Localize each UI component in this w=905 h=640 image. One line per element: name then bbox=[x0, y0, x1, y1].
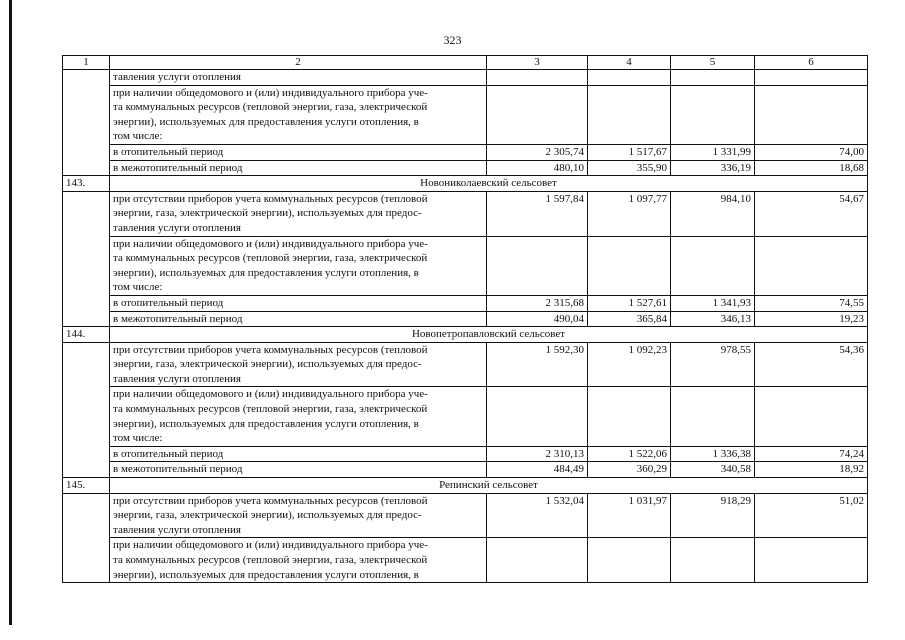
row-description bbox=[110, 462, 487, 478]
description-line: в межотопительный период bbox=[113, 463, 243, 476]
region-row bbox=[63, 176, 868, 192]
table-row bbox=[63, 342, 868, 387]
row-index-cell bbox=[63, 462, 110, 478]
region-row bbox=[63, 478, 868, 494]
value-cell: 340,58 bbox=[671, 462, 755, 478]
value-cell: 978,55 bbox=[671, 342, 755, 387]
value-cell: 19,23 bbox=[755, 311, 868, 327]
description-line: при отсутствии приборов учета коммунальных ресурсов (тепловой bbox=[113, 343, 428, 356]
value-cell: 1 527,61 bbox=[588, 295, 671, 311]
table-row bbox=[63, 462, 868, 478]
description-line: в межотопительный период bbox=[113, 312, 243, 325]
value-cell: 336,19 bbox=[671, 160, 755, 176]
description-line: том числе: bbox=[113, 432, 163, 445]
description-line: при отсутствии приборов учета коммунальных ресурсов (тепловой bbox=[113, 494, 428, 507]
page-number: 323 bbox=[443, 33, 462, 47]
value-cell bbox=[487, 85, 588, 144]
value-cell: 1 341,93 bbox=[671, 295, 755, 311]
table-row bbox=[63, 144, 868, 160]
value-cell: 1 532,04 bbox=[487, 493, 588, 538]
table-row bbox=[63, 387, 868, 446]
description-line: энергии), используемых для предоставления услуги отопления, в bbox=[113, 115, 419, 128]
value-cell bbox=[487, 538, 588, 583]
column-header: 3 bbox=[487, 56, 588, 70]
row-description bbox=[110, 493, 487, 538]
table-header-row bbox=[63, 56, 868, 70]
region-name: Новопетропавловский сельсовет bbox=[110, 327, 868, 343]
value-cell: 984,10 bbox=[671, 191, 755, 236]
description-line: та коммунальных ресурсов (тепловой энергии, газа, электрической bbox=[113, 101, 428, 114]
row-description bbox=[110, 342, 487, 387]
row-index-cell bbox=[63, 446, 110, 462]
value-cell bbox=[671, 70, 755, 86]
value-cell bbox=[487, 387, 588, 446]
value-cell: 2 305,74 bbox=[487, 144, 588, 160]
value-cell bbox=[588, 387, 671, 446]
value-cell: 1 331,99 bbox=[671, 144, 755, 160]
description-line: в отопительный период bbox=[113, 447, 224, 460]
table-row bbox=[63, 446, 868, 462]
description-line: энергии), используемых для предоставления услуги отопления, в bbox=[113, 568, 419, 581]
description-line: том числе: bbox=[113, 281, 163, 294]
value-cell bbox=[755, 85, 868, 144]
table-row bbox=[63, 160, 868, 176]
value-cell bbox=[671, 85, 755, 144]
value-cell bbox=[755, 70, 868, 86]
description-line: при наличии общедомового и (или) индивидуального прибора уче- bbox=[113, 237, 428, 250]
value-cell: 1 517,67 bbox=[588, 144, 671, 160]
value-cell: 346,13 bbox=[671, 311, 755, 327]
row-description bbox=[110, 144, 487, 160]
description-line: при наличии общедомового и (или) индивидуального прибора уче- bbox=[113, 539, 428, 552]
table-row bbox=[63, 236, 868, 295]
description-line: в отопительный период bbox=[113, 145, 224, 158]
value-cell: 1 092,23 bbox=[588, 342, 671, 387]
description-line: при наличии общедомового и (или) индивидуального прибора уче- bbox=[113, 86, 428, 99]
value-cell: 74,24 bbox=[755, 446, 868, 462]
value-cell bbox=[671, 236, 755, 295]
row-description bbox=[110, 85, 487, 144]
value-cell bbox=[487, 70, 588, 86]
value-cell bbox=[588, 538, 671, 583]
description-line: энергии), используемых для предоставления услуги отопления, в bbox=[113, 266, 419, 279]
row-index-cell bbox=[63, 70, 110, 86]
region-row bbox=[63, 327, 868, 343]
row-description bbox=[110, 295, 487, 311]
row-index: 144. bbox=[63, 327, 110, 343]
description-line: в межотопительный период bbox=[113, 161, 243, 174]
description-line: та коммунальных ресурсов (тепловой энергии, газа, электрической bbox=[113, 252, 428, 265]
value-cell: 1 336,38 bbox=[671, 446, 755, 462]
scan-left-edge bbox=[9, 0, 12, 625]
description-line: энергии, газа, электрической энергии), используемых для предос- bbox=[113, 509, 422, 522]
value-cell: 2 310,13 bbox=[487, 446, 588, 462]
description-line: тавления услуги отопления bbox=[113, 523, 241, 536]
row-description bbox=[110, 70, 487, 86]
value-cell bbox=[588, 85, 671, 144]
row-index-cell bbox=[63, 538, 110, 583]
value-cell bbox=[755, 236, 868, 295]
value-cell: 1 097,77 bbox=[588, 191, 671, 236]
value-cell: 74,00 bbox=[755, 144, 868, 160]
table-row bbox=[63, 70, 868, 86]
table-row bbox=[63, 295, 868, 311]
row-description bbox=[110, 191, 487, 236]
value-cell: 2 315,68 bbox=[487, 295, 588, 311]
value-cell bbox=[671, 387, 755, 446]
description-line: тавления услуги отопления bbox=[113, 71, 241, 83]
row-description bbox=[110, 236, 487, 295]
table-row bbox=[63, 311, 868, 327]
table-row bbox=[63, 538, 868, 583]
column-header: 4 bbox=[588, 56, 671, 70]
description-line: тавления услуги отопления bbox=[113, 372, 241, 385]
value-cell bbox=[755, 538, 868, 583]
row-index-cell bbox=[63, 311, 110, 327]
row-description bbox=[110, 311, 487, 327]
row-index-cell bbox=[63, 236, 110, 295]
row-index-cell bbox=[63, 144, 110, 160]
description-line: том числе: bbox=[113, 130, 163, 143]
value-cell: 74,55 bbox=[755, 295, 868, 311]
value-cell bbox=[755, 387, 868, 446]
value-cell: 18,92 bbox=[755, 462, 868, 478]
value-cell: 480,10 bbox=[487, 160, 588, 176]
column-header: 1 bbox=[63, 56, 110, 70]
value-cell: 360,29 bbox=[588, 462, 671, 478]
row-index-cell bbox=[63, 493, 110, 538]
value-cell bbox=[588, 70, 671, 86]
column-header: 5 bbox=[671, 56, 755, 70]
description-line: та коммунальных ресурсов (тепловой энергии, газа, электрической bbox=[113, 554, 428, 566]
row-index-cell bbox=[63, 191, 110, 236]
description-line: в отопительный период bbox=[113, 296, 224, 309]
value-cell: 1 597,84 bbox=[487, 191, 588, 236]
region-name: Репинский сельсовет bbox=[110, 478, 868, 494]
description-line: энергии), используемых для предоставления услуги отопления, в bbox=[113, 417, 419, 430]
description-line: энергии, газа, электрической энергии), используемых для предос- bbox=[113, 358, 422, 371]
column-header: 6 bbox=[755, 56, 868, 70]
row-description bbox=[110, 446, 487, 462]
value-cell: 484,49 bbox=[487, 462, 588, 478]
value-cell: 1 031,97 bbox=[588, 493, 671, 538]
column-header: 2 bbox=[110, 56, 487, 70]
row-description bbox=[110, 160, 487, 176]
row-index: 145. bbox=[63, 478, 110, 494]
row-index-cell bbox=[63, 160, 110, 176]
value-cell bbox=[671, 538, 755, 583]
row-description bbox=[110, 538, 487, 583]
table-row bbox=[63, 85, 868, 144]
value-cell: 355,90 bbox=[588, 160, 671, 176]
value-cell: 51,02 bbox=[755, 493, 868, 538]
table-row bbox=[63, 191, 868, 236]
value-cell bbox=[487, 236, 588, 295]
description-line: та коммунальных ресурсов (тепловой энергии, газа, электрической bbox=[113, 403, 428, 416]
value-cell: 918,29 bbox=[671, 493, 755, 538]
table-row bbox=[63, 493, 868, 538]
row-description bbox=[110, 387, 487, 446]
row-index-cell bbox=[63, 295, 110, 311]
region-name: Новониколаевский сельсовет bbox=[110, 176, 868, 192]
value-cell: 1 592,30 bbox=[487, 342, 588, 387]
value-cell: 490,04 bbox=[487, 311, 588, 327]
value-cell: 54,67 bbox=[755, 191, 868, 236]
description-line: энергии, газа, электрической энергии), используемых для предос- bbox=[113, 207, 422, 220]
tariff-table bbox=[62, 55, 868, 583]
row-index-cell bbox=[63, 85, 110, 144]
description-line: при отсутствии приборов учета коммунальных ресурсов (тепловой bbox=[113, 192, 428, 205]
value-cell: 1 522,06 bbox=[588, 446, 671, 462]
row-index-cell bbox=[63, 342, 110, 387]
description-line: при наличии общедомового и (или) индивидуального прибора уче- bbox=[113, 388, 428, 401]
value-cell: 365,84 bbox=[588, 311, 671, 327]
row-index-cell bbox=[63, 387, 110, 446]
row-index: 143. bbox=[63, 176, 110, 192]
value-cell: 18,68 bbox=[755, 160, 868, 176]
description-line: тавления услуги отопления bbox=[113, 221, 241, 234]
value-cell: 54,36 bbox=[755, 342, 868, 387]
value-cell bbox=[588, 236, 671, 295]
